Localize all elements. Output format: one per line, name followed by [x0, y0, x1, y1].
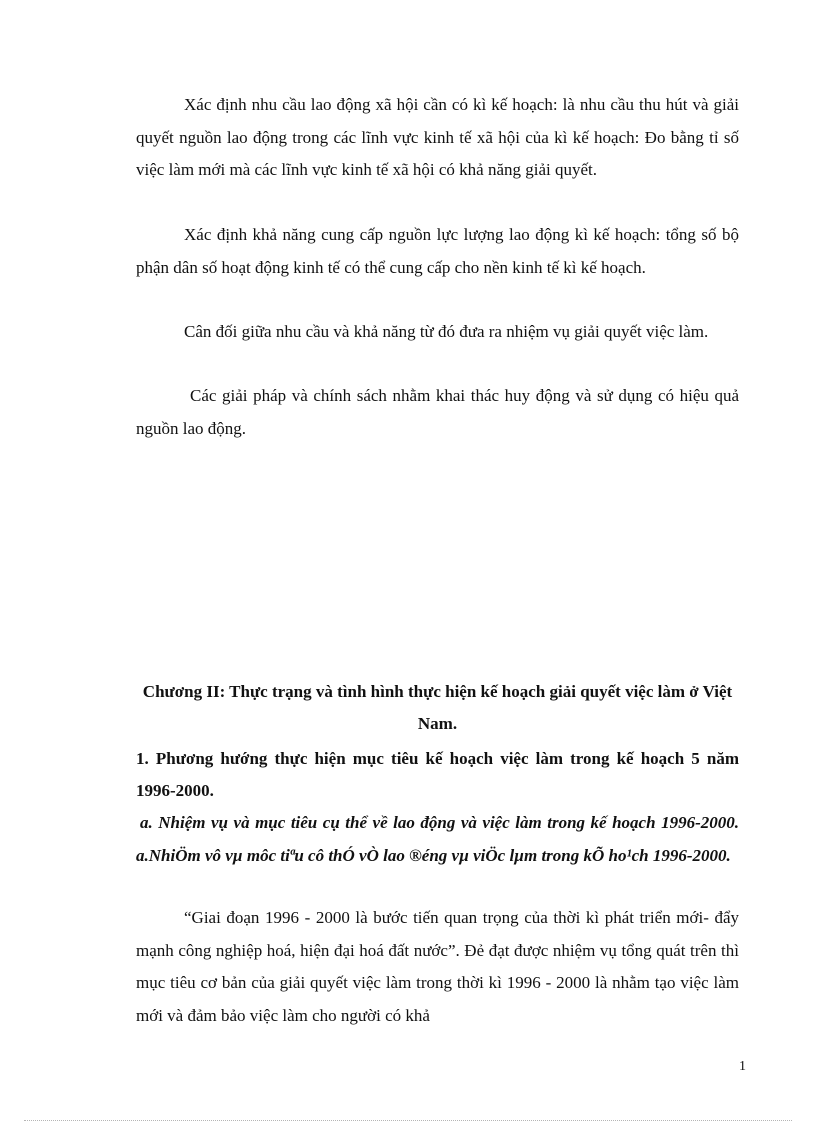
- paragraph-labor-demand: Xác định nhu cầu lao động xã hội cần có kì kế hoạch: là nhu cầu thu hút và giải quyết nguồn lao động trong các lĩnh vực kinh tế xã hội của kì kế hoạch: Đo bằng tỉ số việc làm mới mà các lĩnh vực kinh tế xã hội có khả năng giải quyết.: [136, 95, 739, 179]
- section-a-heading: a. Nhiệm vụ và mục tiêu cụ thể về lao động và việc làm trong kế hoạch 1996-2000. a.NhiÖm vô vµ môc tiªu cô thÓ vÒ lao ®éng vµ viÖc lµm trong kÕ ho¹ch 1996-2000.: [136, 813, 739, 865]
- page-number: 1: [739, 1059, 746, 1074]
- paragraph-balance: Cân đối giữa nhu cầu và khả năng từ đó đưa ra nhiệm vụ giải quyết việc làm.: [184, 322, 709, 341]
- paragraph-labor-supply: Xác định khả năng cung cấp nguồn lực lượng lao động kì kế hoạch: tổng số bộ phận dân số hoạt động kinh tế có thể cung cấp cho nền kinh tế kì kế hoạch.: [136, 225, 739, 277]
- section-1-heading: 1. Phương hướng thực hiện mục tiêu kế hoạch việc làm trong kế hoạch 5 năm 1996-2000.: [136, 749, 739, 800]
- paragraph-1996-2000: “Giai đoạn 1996 - 2000 là bước tiến quan trọng của thời kì phát triển mới- đẩy mạnh công nghiệp hoá, hiện đại hoá đất nước”. Đẻ đạt được nhiệm vụ tổng quát trên thì mục tiêu cơ bản của giải quyết việc làm trong thời kì 1996 - 2000 là nhằm tạo việc làm mới và đảm bảo việc làm cho người có khả: [136, 908, 739, 1025]
- chapter-title: Chương II: Thực trạng và tình hình thực hiện kế hoạch giải quyết việc làm ở Việt Nam.: [142, 682, 733, 733]
- page-bottom-divider: [24, 1120, 792, 1121]
- paragraph-solutions: Các giải pháp và chính sách nhằm khai thác huy động và sử dụng có hiệu quả nguồn lao động.: [136, 386, 739, 438]
